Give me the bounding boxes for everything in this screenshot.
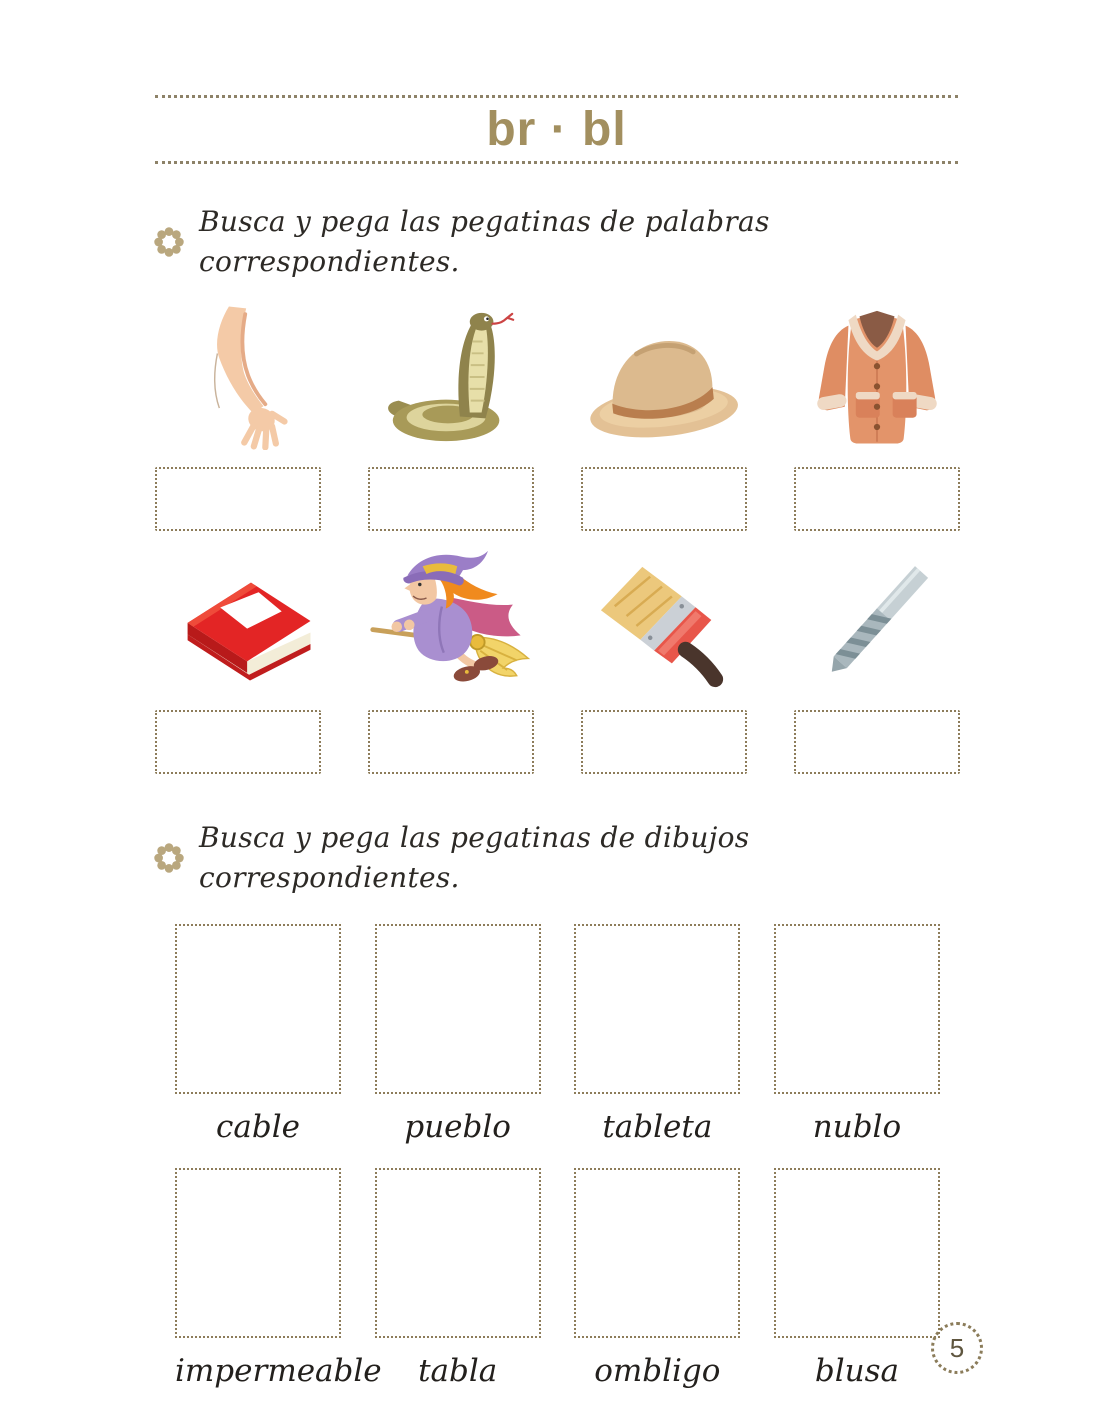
drawing-cell [175, 924, 341, 1168]
picture [806, 298, 948, 450]
drawing-sticker-slot[interactable] [774, 924, 940, 1094]
picture-cell [794, 298, 960, 531]
book-image [157, 573, 319, 693]
drawing-cell [375, 1168, 541, 1412]
instruction-2-text: Busca y pega las pegatinas de dibujos correspondientes. [199, 821, 750, 894]
flower-icon [152, 225, 186, 259]
picture [583, 298, 745, 450]
word-label: cable [216, 1109, 300, 1145]
drawing-cell [774, 924, 940, 1168]
word-sticker-slot[interactable] [155, 710, 321, 774]
drawing-sticker-slot[interactable] [375, 1168, 541, 1338]
picture-cell [794, 549, 960, 774]
picture [803, 549, 951, 693]
picture-cell [155, 298, 321, 531]
pictures-row-2 [155, 549, 960, 774]
page-number: 5 [949, 1332, 965, 1363]
picture [376, 298, 526, 450]
drill-bit-image [803, 551, 951, 693]
witch-image [365, 549, 537, 693]
word-sticker-slot[interactable] [794, 710, 960, 774]
arm-image [181, 300, 296, 450]
drawing-cell [175, 1168, 382, 1412]
coat-image [806, 298, 948, 450]
cobra-image [376, 302, 526, 450]
page-header [155, 95, 958, 164]
drawing-slots-row-2 [175, 1168, 940, 1412]
drawing-sticker-slot[interactable] [574, 924, 740, 1094]
flower-icon [152, 841, 186, 875]
picture [585, 549, 743, 693]
drawing-sticker-slot[interactable] [175, 1168, 341, 1338]
word-label: impermeable [175, 1353, 382, 1389]
hat-image [583, 328, 745, 450]
word-sticker-slot[interactable] [368, 467, 534, 531]
picture [181, 298, 296, 450]
word-label: pueblo [404, 1109, 511, 1145]
instruction-1-text: Busca y pega las pegatinas de palabras correspondientes. [199, 205, 770, 278]
drawing-sticker-slot[interactable] [175, 924, 341, 1094]
drawing-cell [774, 1168, 940, 1412]
word-sticker-slot[interactable] [581, 710, 747, 774]
page-title: br · bl [486, 103, 627, 156]
word-label: blusa [814, 1353, 900, 1389]
instruction-2 [152, 818, 960, 898]
picture [157, 549, 319, 693]
drawing-sticker-slot[interactable] [774, 1168, 940, 1338]
drawing-sticker-slot[interactable] [375, 924, 541, 1094]
picture-cell [155, 549, 321, 774]
drawing-sticker-slot[interactable] [574, 1168, 740, 1338]
page-number-badge [931, 1322, 983, 1374]
word-label: nublo [812, 1109, 902, 1145]
drawing-cell [574, 1168, 740, 1412]
word-label: ombligo [594, 1353, 721, 1389]
word-sticker-slot[interactable] [794, 467, 960, 531]
instruction-1 [152, 202, 960, 282]
word-label: tableta [602, 1109, 713, 1145]
word-sticker-slot[interactable] [155, 467, 321, 531]
picture-cell [581, 549, 747, 774]
drawing-cell [375, 924, 541, 1168]
paintbrush-image [585, 555, 743, 693]
picture-cell [581, 298, 747, 531]
picture [365, 549, 537, 693]
drawing-slots-row-1 [175, 924, 940, 1168]
drawing-cell [574, 924, 740, 1168]
pictures-row-1 [155, 298, 960, 531]
word-label: tabla [418, 1353, 498, 1389]
picture-cell [368, 298, 534, 531]
picture-cell [368, 549, 534, 774]
word-sticker-slot[interactable] [368, 710, 534, 774]
title-rule-bottom [155, 161, 958, 164]
word-sticker-slot[interactable] [581, 467, 747, 531]
